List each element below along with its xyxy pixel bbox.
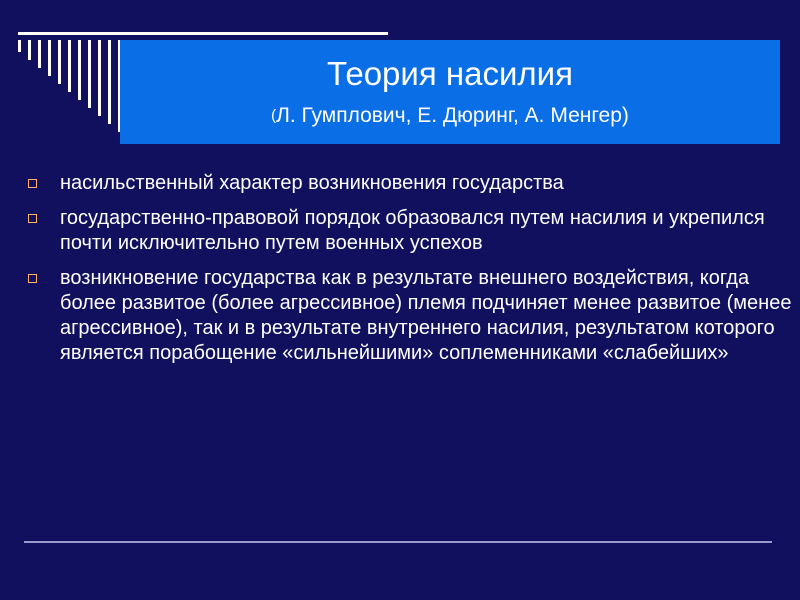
- title-band: [120, 40, 780, 144]
- bullet-list: [26, 171, 796, 376]
- decorative-stripes: [0, 0, 140, 150]
- bullet-item: [26, 171, 796, 196]
- subtitle-text: Л. Гумплович, Е. Дюринг, А. Менгер): [276, 104, 629, 127]
- square-bullet-icon: [28, 179, 37, 188]
- slide-subtitle: [120, 102, 780, 130]
- top-rule: [18, 32, 388, 35]
- subtitle-open-paren: (: [271, 107, 277, 124]
- bottom-rule: [24, 541, 772, 543]
- bullet-text: насильственный характер возникновения государства: [60, 172, 564, 194]
- square-bullet-icon: [28, 214, 37, 223]
- square-bullet-icon: [28, 274, 37, 283]
- bullet-text: возникновение государства как в результате внешнего воздействия, когда более развитое (более агрессивное) племя подчиняет менее развитое (менее агрессивное), так и в результате внутреннего насилия, результатом которого является порабощение «сильнейшими» соплеменниками «слабейших»: [60, 267, 792, 364]
- bullet-text: государственно-правовой порядок образовался путем насилия и укрепился почти исключительно путем военных успехов: [60, 207, 765, 254]
- bullet-item: [26, 206, 796, 256]
- bullet-item: [26, 266, 796, 366]
- slide-title: Теория насилия: [327, 55, 573, 92]
